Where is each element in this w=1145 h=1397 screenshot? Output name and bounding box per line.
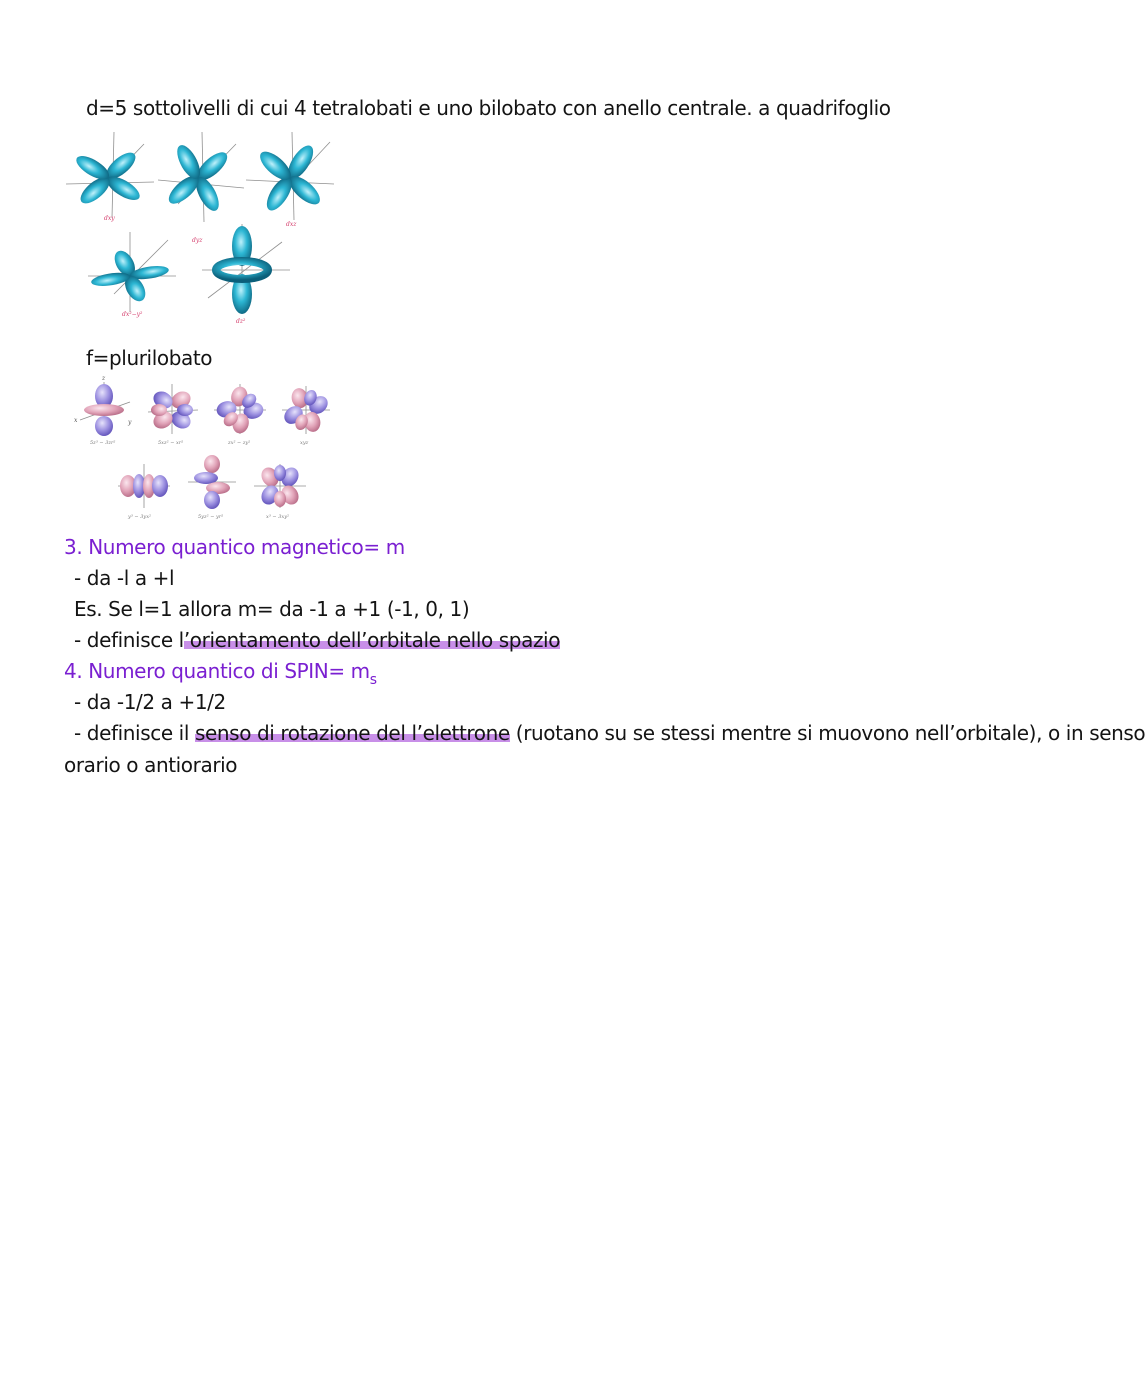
f-orbitals-figure <box>74 375 334 524</box>
section4-line2-suffix: (ruotano su se stessi mentre si muovono nell’orbitale), o in senso <box>509 721 1145 745</box>
orbital-dz2-icon <box>202 224 290 314</box>
orbital-dz2-label: dz² <box>236 318 246 325</box>
orbital-dyz-label: dyz <box>192 237 203 244</box>
section3-highlight: ’orientamento dell’orbitale nello spazio <box>183 628 561 652</box>
f-orbital-3-label: zx² − zy² <box>228 440 251 446</box>
section3-line3-prefix: - definisce l <box>74 628 184 652</box>
section4-line2-prefix: - definisce il <box>74 721 195 745</box>
f-orbital-5-label: y³ − 3yx² <box>128 514 152 520</box>
f-orbital-7-icon <box>254 464 306 508</box>
section3-line2: Es. Se l=1 allora m= da -1 a +1 (-1, 0, 1) <box>74 597 470 621</box>
f-orbital-1-icon <box>74 375 132 436</box>
f-orbital-4-icon <box>278 382 334 438</box>
f-orbital-3-icon <box>209 379 271 441</box>
orbital-dx2y2-icon <box>81 232 179 312</box>
section4-heading <box>64 659 377 688</box>
f-orbital-7-label: x³ − 3xy² <box>266 514 290 520</box>
orbital-dxz-label: dxz <box>286 221 297 228</box>
section4-highlight: senso di rotazione del l’elettrone <box>194 721 510 745</box>
orbital-dyz-icon <box>158 132 244 222</box>
svg-text:z: z <box>102 375 106 382</box>
f-orbital-6-label: 5yz² − yr² <box>198 514 224 520</box>
orbital-dxy-icon <box>66 132 154 218</box>
section4-heading-main: 4. Numero quantico di SPIN= m <box>64 659 370 683</box>
section4-line3: orario o antiorario <box>64 753 238 777</box>
orbital-dx2y2-label: dx²−y² <box>122 311 143 318</box>
svg-text:y: y <box>128 419 132 426</box>
section3-line3 <box>74 628 560 652</box>
d-orbitals-figure <box>64 128 354 328</box>
f-orbital-4-label: xyz <box>300 440 309 446</box>
d-orbitals-text: d=5 sottolivelli di cui 4 tetralobati e uno bilobato con anello centrale. a quadrifoglio <box>86 96 891 120</box>
section4-heading-sub: s <box>369 672 377 688</box>
f-orbital-5-icon <box>118 464 170 508</box>
f-orbital-2-label: 5xz² − xr² <box>158 440 184 446</box>
section3-heading: 3. Numero quantico magnetico= m <box>64 535 405 559</box>
section4-line1: - da -1/2 a +1/2 <box>74 690 226 714</box>
f-orbital-6-icon <box>188 455 236 509</box>
f-orbitals-text: f=plurilobato <box>86 346 213 370</box>
orbital-dxy-label: dxy <box>104 215 115 222</box>
orbital-dxz-icon <box>246 132 334 220</box>
f-orbital-2-icon <box>148 384 198 434</box>
section4-line2 <box>74 721 1145 745</box>
svg-text:x: x <box>74 417 78 424</box>
section3-line1: - da -l a +l <box>74 566 175 590</box>
f-orbital-1-label: 5z³ − 3zr² <box>90 440 116 446</box>
